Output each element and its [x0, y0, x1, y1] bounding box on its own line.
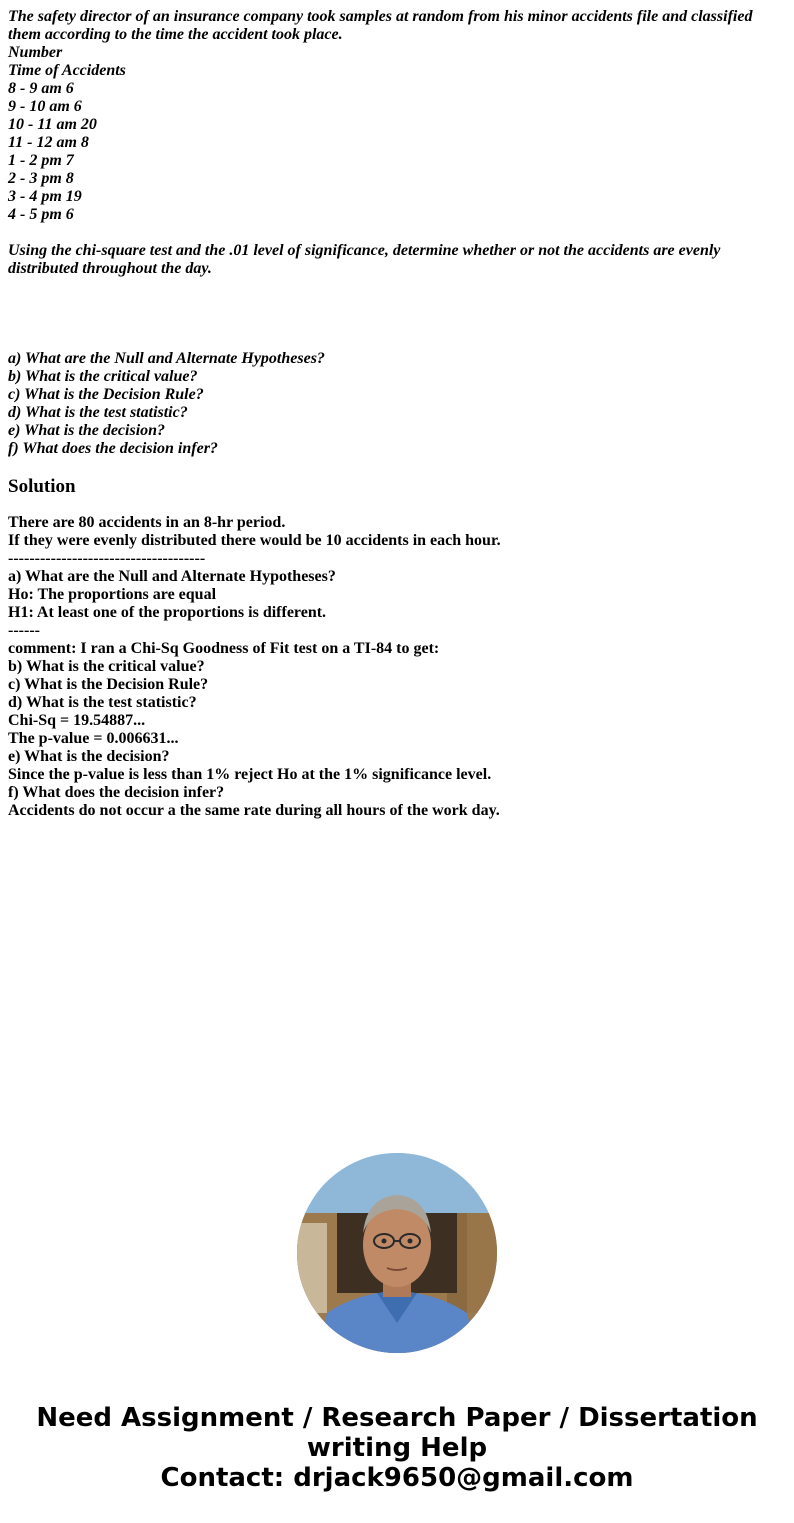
data-row: 8 - 9 am 6 — [8, 80, 74, 97]
question-intro-line-1: The safety director of an insurance company took samples at random from his minor accidents file and classified — [8, 8, 753, 25]
solution-line: The p-value = 0.006631... — [8, 730, 179, 747]
footer-contact — [0, 1403, 794, 1493]
question-part: d) What is the test statistic? — [8, 404, 188, 421]
question-intro-line-2: them according to the time the accident took place. — [8, 26, 343, 43]
column-header-number: Number — [8, 44, 63, 61]
data-row: 4 - 5 pm 6 — [8, 206, 74, 223]
solution-line: b) What is the critical value? — [8, 658, 205, 675]
author-avatar — [297, 1153, 497, 1353]
question-part: e) What is the decision? — [8, 422, 166, 439]
footer-contact-email: Contact: drjack9650@gmail.com — [160, 1463, 634, 1493]
solution-separator: ------------------------------------- — [8, 550, 206, 567]
data-row: 10 - 11 am 20 — [8, 116, 97, 133]
question-block — [8, 8, 786, 458]
document-body — [8, 8, 786, 820]
footer-line-2: writing Help — [306, 1433, 488, 1463]
question-part: f) What does the decision infer? — [8, 440, 218, 457]
question-part: a) What are the Null and Alternate Hypotheses? — [8, 350, 325, 367]
solution-line: d) What is the test statistic? — [8, 694, 197, 711]
solution-line: e) What is the decision? — [8, 748, 170, 765]
solution-line: Ho: The proportions are equal — [8, 586, 217, 603]
solution-line: H1: At least one of the proportions is different. — [8, 604, 327, 621]
data-row: 2 - 3 pm 8 — [8, 170, 74, 187]
solution-separator: ------ — [8, 622, 40, 639]
column-header-time: Time of Accidents — [8, 62, 126, 79]
solution-line: Since the p-value is less than 1% reject Ho at the 1% significance level. — [8, 766, 492, 783]
solution-line: a) What are the Null and Alternate Hypotheses? — [8, 568, 336, 585]
solution-line: comment: I ran a Chi-Sq Goodness of Fit test on a TI-84 to get: — [8, 640, 440, 657]
question-part: c) What is the Decision Rule? — [8, 386, 204, 403]
task-line-2: distributed throughout the day. — [8, 260, 212, 277]
data-row: 11 - 12 am 8 — [8, 134, 89, 151]
solution-line: There are 80 accidents in an 8-hr period. — [8, 514, 286, 531]
solution-line: Accidents do not occur a the same rate during all hours of the work day. — [8, 802, 500, 819]
solution-heading: Solution — [8, 476, 76, 497]
task-line-1: Using the chi-square test and the .01 level of significance, determine whether or not the accidents are evenly — [8, 242, 721, 259]
solution-block — [8, 514, 786, 820]
solution-line: f) What does the decision infer? — [8, 784, 225, 801]
data-row: 3 - 4 pm 19 — [8, 188, 82, 205]
solution-line: c) What is the Decision Rule? — [8, 676, 209, 693]
solution-line: Chi-Sq = 19.54887... — [8, 712, 146, 729]
solution-line: If they were evenly distributed there would be 10 accidents in each hour. — [8, 532, 501, 549]
data-row: 1 - 2 pm 7 — [8, 152, 74, 169]
data-row: 9 - 10 am 6 — [8, 98, 82, 115]
question-part: b) What is the critical value? — [8, 368, 198, 385]
footer-line-1: Need Assignment / Research Paper / Dissertation — [36, 1403, 758, 1433]
